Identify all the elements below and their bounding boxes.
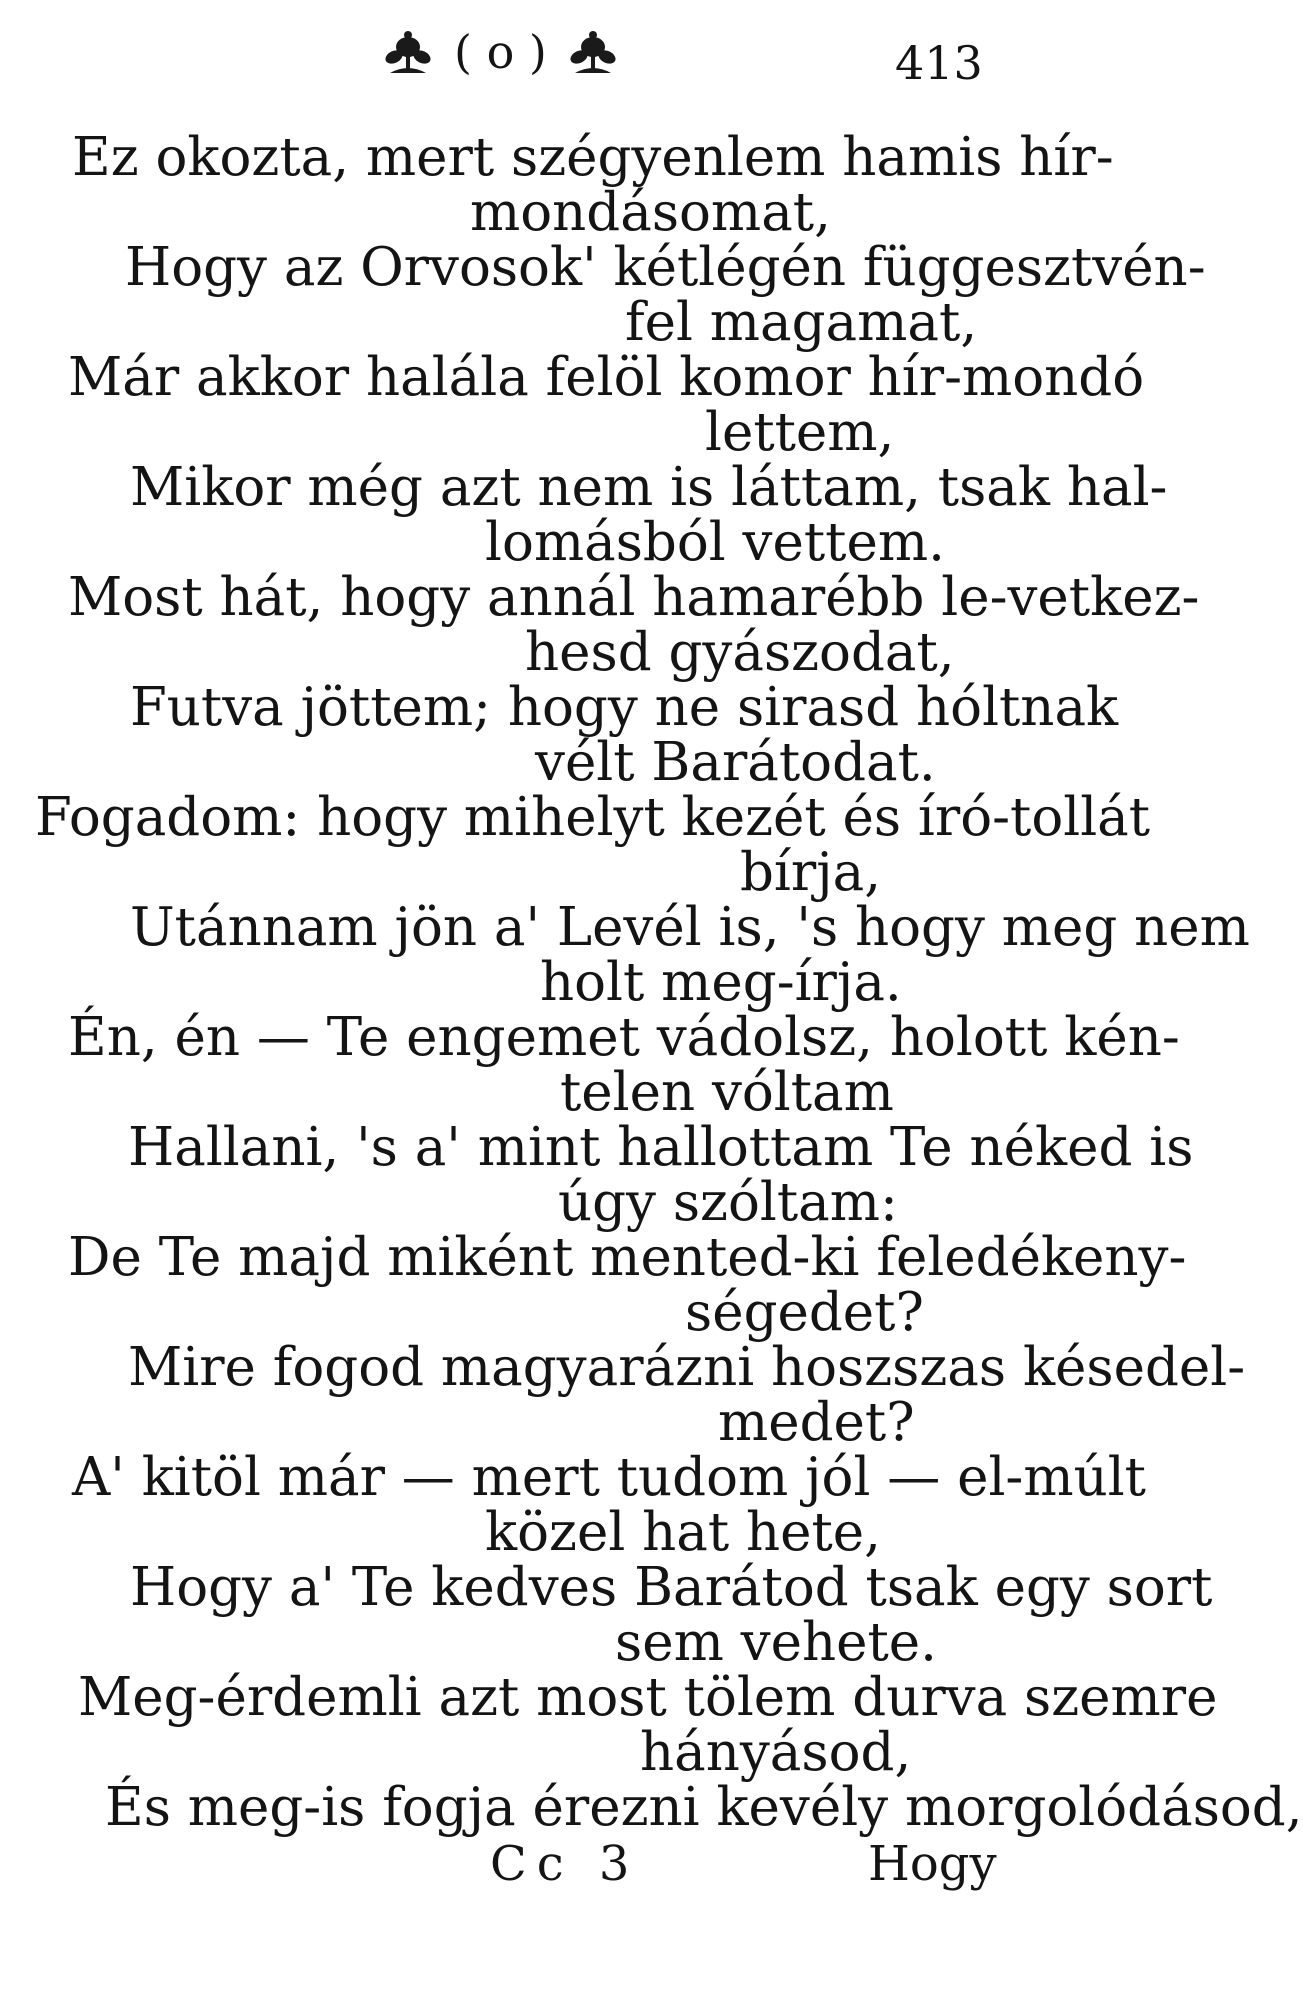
verse-line: bírja,: [740, 842, 882, 903]
verse-line: ségedet?: [685, 1282, 924, 1343]
verse-line: És meg-is fogja érezni kevély morgolódásod,: [105, 1777, 1303, 1838]
verse-line: A' kitöl már — mert tudom jól — el-múlt: [72, 1447, 1146, 1508]
verse-line: Ez okozta, mert szégyenlem hamis hír-: [72, 127, 1114, 188]
verse-line: fel magamat,: [625, 292, 978, 353]
verse-line: vélt Barátodat.: [535, 732, 936, 793]
printer-flower-left-icon: [380, 27, 436, 77]
verse-line: Hogy a' Te kedves Barátod tsak egy sort: [130, 1557, 1213, 1618]
signature-mark: Cc 3: [490, 1836, 640, 1892]
verse-line: telen vóltam: [560, 1062, 894, 1123]
verse-line: Most hát, hogy annál hamarébb le-vetkez-: [68, 567, 1200, 628]
verse-line: Már akkor halála felöl komor hír-mondó: [68, 347, 1145, 408]
verse-line: hányásod,: [640, 1722, 912, 1783]
printer-flower-right-icon: [565, 27, 621, 77]
page-number: 413: [895, 36, 983, 90]
header-center-mark: ( o ): [454, 25, 547, 79]
verse-line: közel hat hete,: [485, 1502, 881, 1563]
verse-line: úgy szóltam:: [558, 1172, 898, 1233]
verse-line: Hallani, 's a' mint hallottam Te néked is: [128, 1117, 1194, 1178]
verse-line: holt meg-írja.: [540, 952, 902, 1013]
verse-line: Utánnam jön a' Levél is, 's hogy meg nem: [130, 897, 1250, 958]
verse-line: hesd gyászodat,: [525, 622, 955, 683]
catchword: Hogy: [868, 1836, 997, 1892]
verse-line: lomásból vettem.: [485, 512, 945, 573]
verse-line: Hogy az Orvosok' kétlégén függesztvén-: [125, 237, 1206, 298]
verse-line: Mikor még azt nem is láttam, tsak hal-: [130, 457, 1168, 518]
running-head: [380, 25, 621, 79]
verse-line: sem vehete.: [615, 1612, 937, 1673]
verse-line: lettem,: [705, 402, 895, 463]
verse-line: mondásomat,: [470, 182, 831, 243]
verse-line: medet?: [718, 1392, 915, 1453]
verse-line: De Te majd miként mented-ki feledékeny-: [68, 1227, 1187, 1288]
verse-line: Én, én — Te engemet vádolsz, holott kén-: [68, 1007, 1180, 1068]
verse-line: Meg-érdemli azt most tölem durva szemre: [78, 1667, 1218, 1728]
verse-line: Futva jöttem; hogy ne sirasd hóltnak: [130, 677, 1119, 738]
verse-line: Mire fogod magyarázni hoszszas késedel-: [128, 1337, 1246, 1398]
verse-line: Fogadom: hogy mihelyt kezét és író-tollát: [35, 787, 1151, 848]
